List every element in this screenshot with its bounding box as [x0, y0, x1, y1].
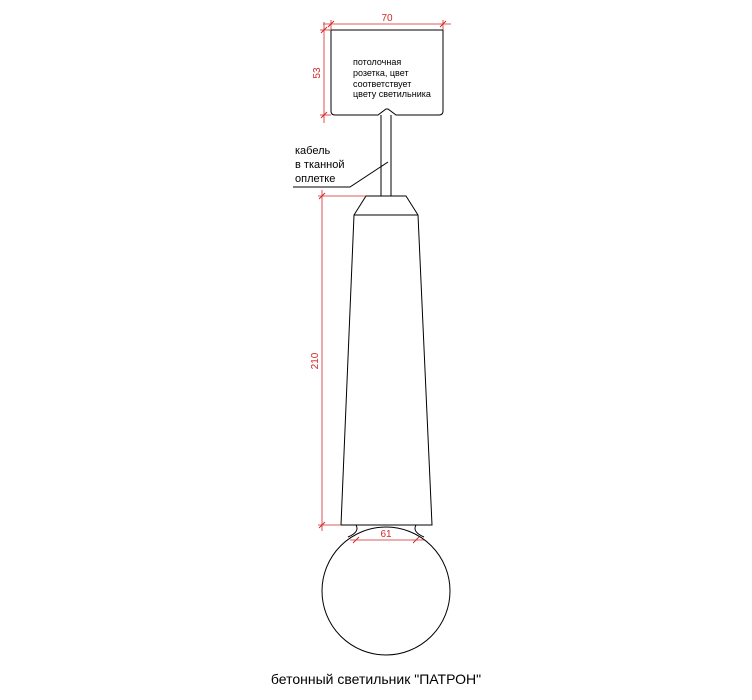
dim-bulb-width-label: 61 — [380, 529, 392, 540]
cable-note — [293, 145, 388, 187]
bulb-outline — [322, 527, 450, 655]
canopy-note — [353, 57, 431, 99]
cable-note-line: кабель — [295, 145, 331, 157]
cable-note-line: в тканной — [295, 159, 345, 171]
cable-note-line: оплетке — [295, 173, 336, 185]
dim-canopy-height-label: 53 — [312, 67, 323, 79]
dim-shade-height — [310, 190, 366, 531]
dim-canopy-width-label: 70 — [381, 13, 393, 24]
dim-shade-height-label: 210 — [310, 352, 321, 370]
drawing-caption: бетонный светильник "ПАТРОН" — [270, 671, 482, 687]
canopy-note-line: цвету светильника — [353, 89, 431, 99]
dim-bulb-width — [350, 529, 424, 543]
canopy-note-line: розетка, цвет — [353, 68, 409, 78]
canopy-note-line: соответствует — [353, 79, 412, 89]
shade-outline — [341, 196, 432, 525]
dim-canopy-height — [312, 22, 331, 123]
dim-canopy-width — [323, 13, 451, 30]
canopy-note-line: потолочная — [353, 57, 402, 67]
